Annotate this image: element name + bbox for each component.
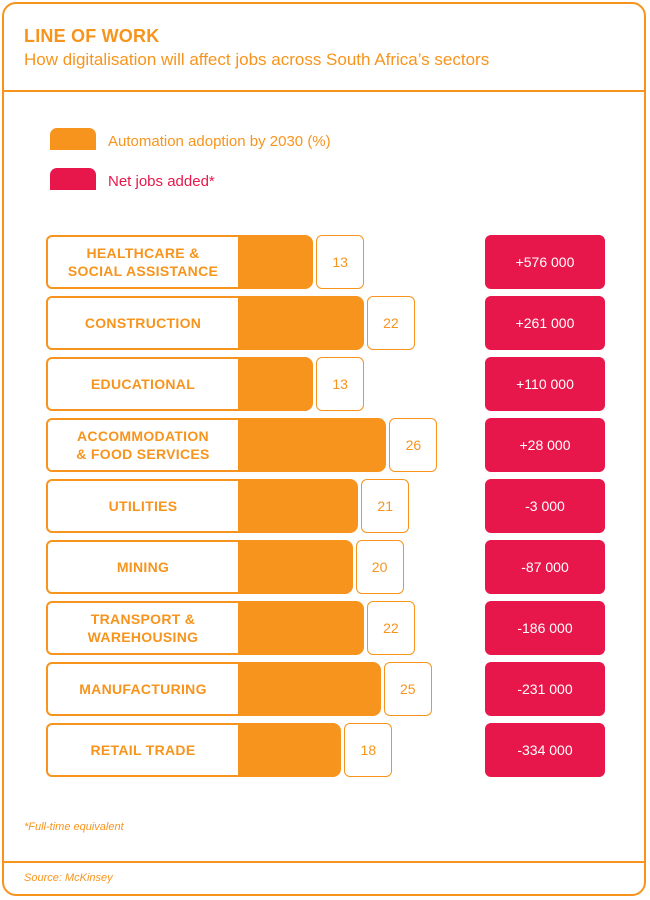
chart-subtitle: How digitalisation will affect jobs across South Africa’s sectors [24, 50, 490, 69]
category-label: CONSTRUCTION [46, 296, 240, 350]
chart-row [0, 601, 650, 657]
net-jobs-value: +110 000 [485, 357, 605, 411]
net-jobs-value: -186 000 [485, 601, 605, 655]
net-jobs-value: -334 000 [485, 723, 605, 777]
footer-divider [4, 861, 646, 863]
automation-bar [240, 296, 364, 350]
legend-swatch-automation [50, 128, 96, 150]
net-jobs-value: -3 000 [485, 479, 605, 533]
chart-row [0, 723, 650, 779]
category-label: RETAIL TRADE [46, 723, 240, 777]
automation-bar [240, 601, 364, 655]
automation-bar [240, 479, 358, 533]
automation-value-label: 21 [361, 479, 409, 533]
net-jobs-value: -87 000 [485, 540, 605, 594]
chart-title: LINE OF WORK [24, 26, 160, 46]
automation-value-label: 13 [316, 357, 364, 411]
category-label: UTILITIES [46, 479, 240, 533]
automation-bar [240, 418, 386, 472]
automation-value-label: 13 [316, 235, 364, 289]
net-jobs-value: +28 000 [485, 418, 605, 472]
chart-row [0, 662, 650, 718]
net-jobs-value: +576 000 [485, 235, 605, 289]
automation-value-label: 22 [367, 601, 415, 655]
automation-bar [240, 235, 313, 289]
automation-bar [240, 540, 353, 594]
category-label: MANUFACTURING [46, 662, 240, 716]
category-label: EDUCATIONAL [46, 357, 240, 411]
category-label: TRANSPORT & WAREHOUSING [46, 601, 240, 655]
net-jobs-value: -231 000 [485, 662, 605, 716]
chart-row [0, 235, 650, 291]
chart-row [0, 418, 650, 474]
chart-row [0, 296, 650, 352]
chart-row [0, 479, 650, 535]
header-divider [4, 90, 646, 92]
automation-bar [240, 662, 381, 716]
automation-value-label: 22 [367, 296, 415, 350]
automation-bar [240, 723, 341, 777]
legend-label-jobs: Net jobs added* [108, 173, 215, 190]
chart-row [0, 540, 650, 596]
category-label: HEALTHCARE & SOCIAL ASSISTANCE [46, 235, 240, 289]
automation-value-label: 18 [344, 723, 392, 777]
footnote: *Full-time equivalent [24, 821, 124, 833]
source-note: Source: McKinsey [24, 872, 113, 884]
automation-bar [240, 357, 313, 411]
chart-row [0, 357, 650, 413]
net-jobs-value: +261 000 [485, 296, 605, 350]
category-label: MINING [46, 540, 240, 594]
automation-value-label: 20 [356, 540, 404, 594]
legend-label-automation: Automation adoption by 2030 (%) [108, 133, 331, 150]
automation-value-label: 25 [384, 662, 432, 716]
automation-value-label: 26 [389, 418, 437, 472]
legend-swatch-jobs [50, 168, 96, 190]
category-label: ACCOMMODATION & FOOD SERVICES [46, 418, 240, 472]
